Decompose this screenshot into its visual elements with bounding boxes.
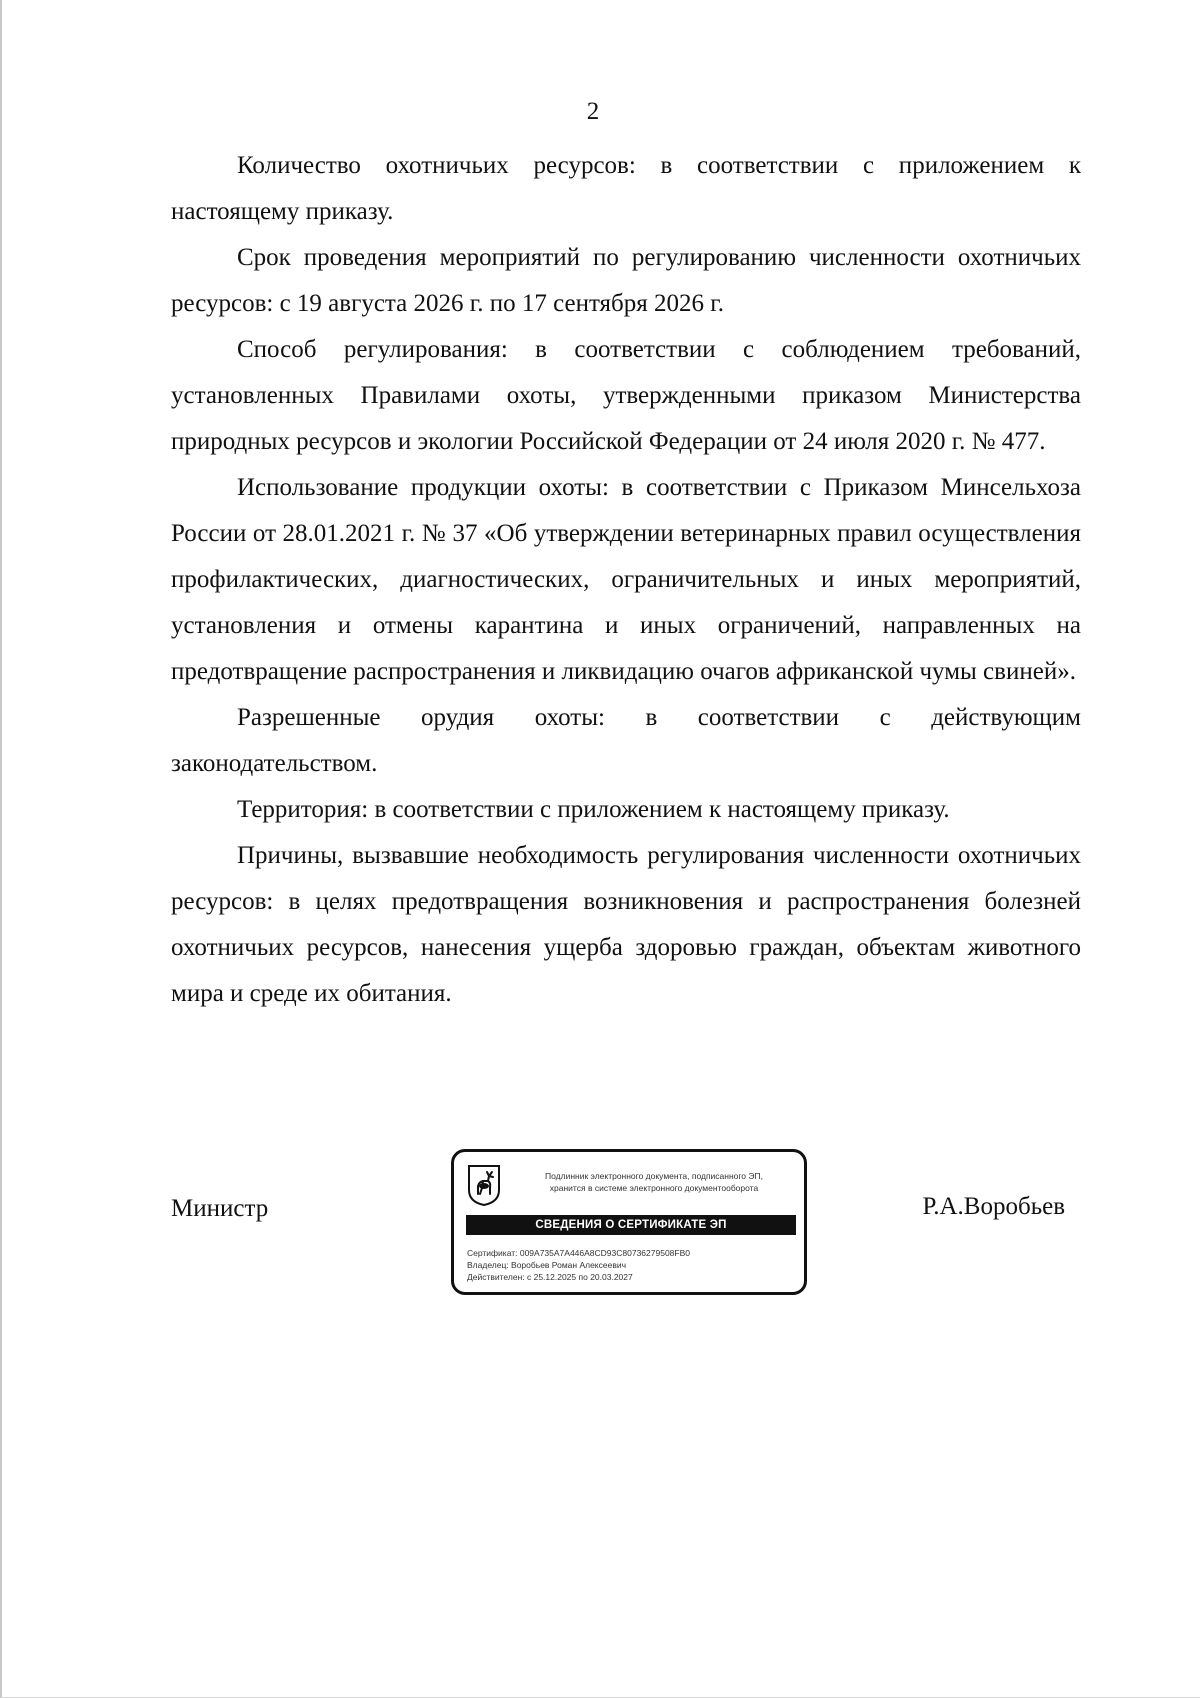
page-edge [0,0,2,1698]
certificate-validity: Действителен: с 25.12.2025 по 20.03.2027 [467,1272,633,1282]
document-body [171,143,1081,1017]
stamp-header-line: Подлинник электронного документа, подписанного ЭП, [545,1171,763,1181]
paragraph-reasons: Причины, вызвавшие необходимость регулирования численности охотничьих ресурсов: в целях предотвращения возникновения и распространения болезней охотничьих ресурсов, нанесения ущерба здоровью граждан, объектам животного мира и среде их обитания. [171,842,1081,1007]
paragraph-period: Срок проведения мероприятий по регулированию численности охотничьих ресурсов: с 19 августа 2026 г. по 17 сентября 2026 г. [171,244,1081,317]
paragraph-product-use: Использование продукции охоты: в соответствии с Приказом Минсельхоза России от 28.01.2021 г. № 37 «Об утверждении ветеринарных правил осуществления профилактических, диагностических, ограничительных и иных мероприятий, установления и отмены карантина и иных ограничений, направленных на предотвращение распространения и ликвидацию очагов африканской чумы свиней». [171,474,1081,685]
certificate-owner: Владелец: Воробьев Роман Алексеевич [467,1260,627,1270]
signer-position: Министр [171,1195,269,1222]
paragraph-territory: Территория: в соответствии с приложением к настоящему приказу. [237,796,950,823]
page-number: 2 [586,98,600,125]
stamp-header [514,1170,794,1194]
stamp-header-line: хранится в системе электронного документооборота [549,1183,759,1193]
paragraph-resource-quantity: Количество охотничьих ресурсов: в соответствии с приложением к настоящему приказу. [171,152,1081,225]
deer-emblem-icon [467,1164,501,1206]
signer-name: Р.А.Воробьев [922,1193,1065,1220]
electronic-signature-stamp [451,1149,807,1295]
paragraph-method: Способ регулирования: в соответствии с соблюдением требований, установленных Правилами охоты, утвержденными приказом Министерства природных ресурсов и экологии Российской Федерации от 24 июля 2020 г. № 477. [171,336,1081,455]
paragraph-tools: Разрешенные орудия охоты: в соответствии с действующим законодательством. [171,704,1081,777]
signature-block [0,1140,1200,1300]
stamp-details [467,1247,690,1283]
certificate-number: Сертификат: 009A735A7A446A8CD93C80736279508FB0 [467,1248,690,1258]
stamp-title: СВЕДЕНИЯ О СЕРТИФИКАТЕ ЭП [466,1215,796,1235]
